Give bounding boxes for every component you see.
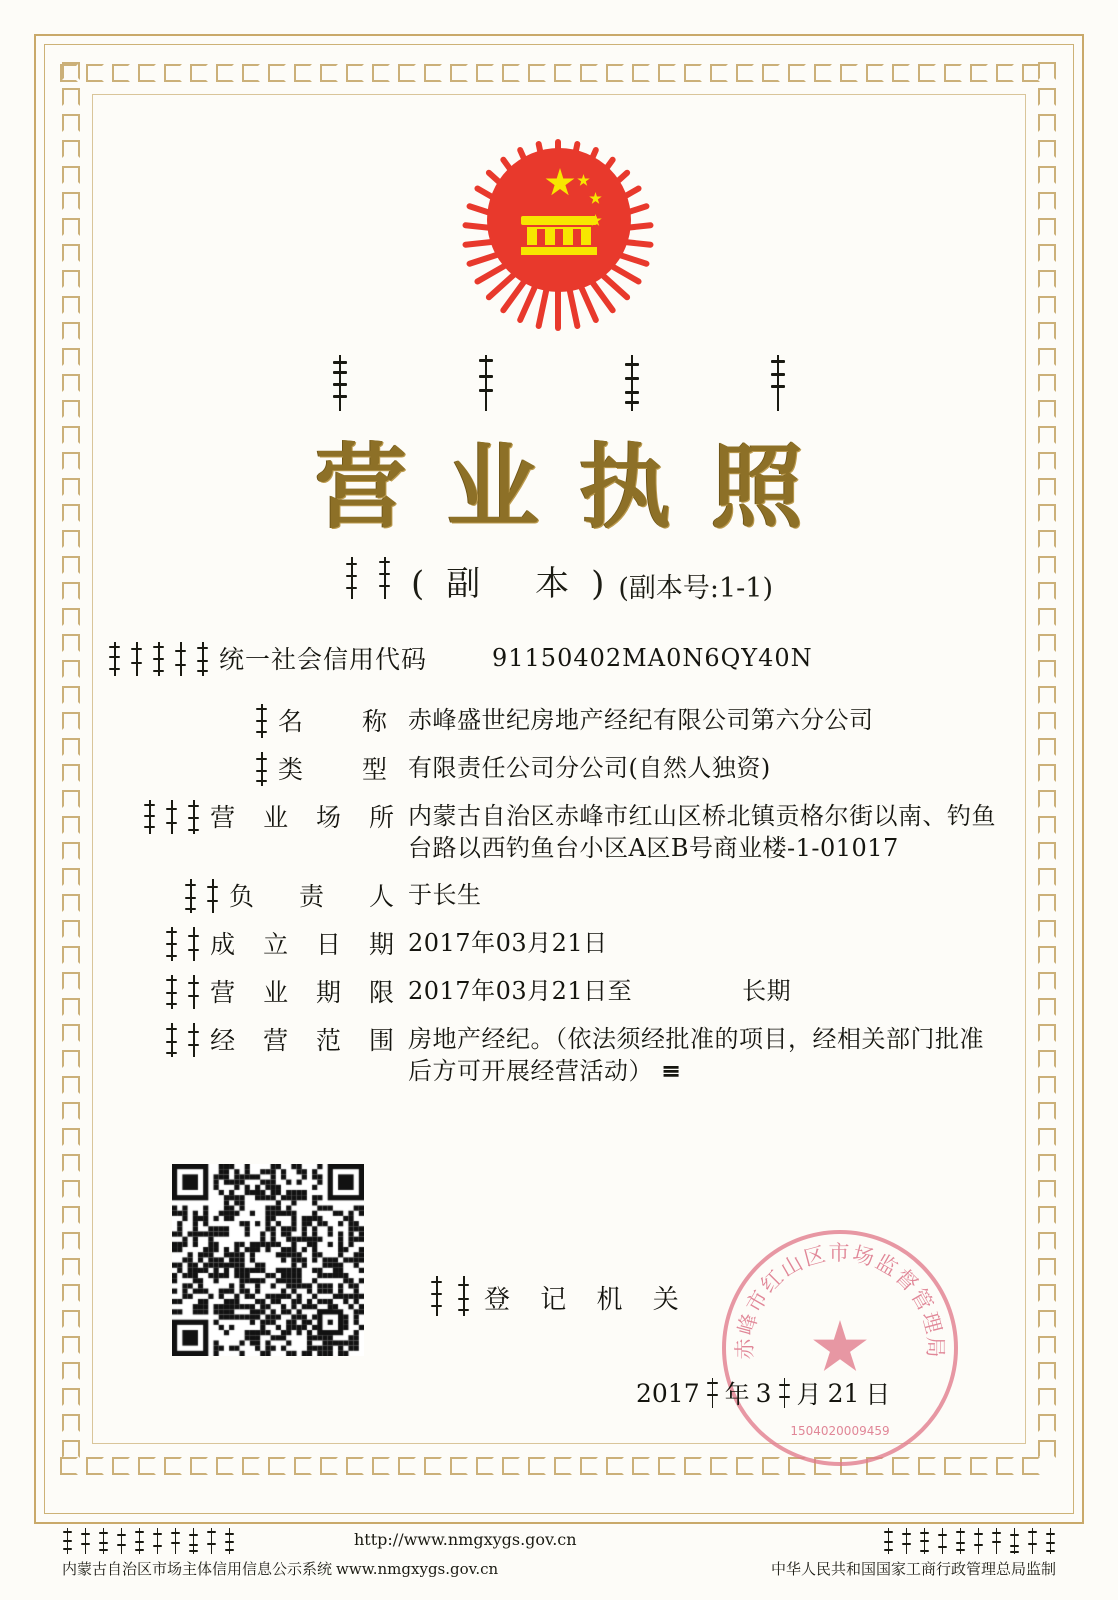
mongolian-glyph <box>80 1528 91 1554</box>
field-name <box>108 702 1008 738</box>
footer-right-text: 中华人民共和国国家工商行政管理总局监制 <box>770 1560 1056 1578</box>
mongolian-glyph <box>1027 1528 1038 1554</box>
mongolian-glyph <box>206 879 219 913</box>
qr-code <box>172 1164 364 1356</box>
mongolian-glyph <box>973 1528 984 1554</box>
registry-authority-label: 登 记 机 关 <box>484 1285 690 1315</box>
field-value-business-term <box>408 973 1008 1007</box>
mongolian-glyph <box>457 1276 470 1316</box>
svg-text:赤峰市红山区市场监督管理局: 赤峰市红山区市场监督管理局 <box>732 1241 948 1360</box>
mongolian-glyph <box>991 1528 1002 1554</box>
mongolian-glyph <box>332 355 348 411</box>
mongolian-glyph <box>883 1528 894 1554</box>
mongolian-glyph <box>478 355 494 411</box>
mongolian-glyph <box>937 1528 948 1554</box>
mongolian-glyph <box>901 1528 912 1554</box>
field-responsible-person <box>108 877 1008 913</box>
issue-day: 21 <box>827 1378 860 1408</box>
copy-number: (副本号:1-1) <box>618 573 773 604</box>
mongolian-glyph <box>62 1528 73 1554</box>
footer-right <box>771 1528 1056 1579</box>
seal-number: 1504020009459 <box>790 1424 890 1438</box>
mongolian-glyph <box>98 1528 109 1554</box>
field-value-type: 有限责任公司分公司(自然人独资) <box>408 754 771 782</box>
issue-month: 3 <box>755 1378 772 1408</box>
mongolian-glyph <box>108 642 121 676</box>
mongolian-glyph <box>170 1528 181 1554</box>
greek-key-border-right <box>1036 62 1058 1477</box>
mongolian-glyph <box>134 1528 145 1554</box>
mongolian-glyph <box>1045 1528 1056 1554</box>
mongolian-glyph <box>770 355 786 411</box>
field-label-credit-code: 统一社会信用代码 <box>219 645 428 674</box>
mongolian-glyph <box>430 1276 443 1316</box>
mongolian-glyph <box>196 642 209 676</box>
greek-key-border-left <box>60 62 82 1477</box>
mongolian-glyph <box>706 1378 719 1408</box>
field-label-type: 类 型 <box>277 755 404 784</box>
business-term-end: 长期 <box>742 976 792 1005</box>
mongolian-glyph <box>188 1528 199 1554</box>
field-label-business-scope: 经 营 范 围 <box>210 1025 404 1055</box>
issue-day-unit: 日 <box>865 1380 891 1409</box>
mongolian-glyph <box>165 1023 178 1057</box>
footer-left-url[interactable]: www.nmgxygs.gov.cn <box>336 1560 499 1578</box>
mongolian-glyph <box>624 355 640 411</box>
mongolian-glyph <box>165 975 178 1009</box>
field-label-responsible-person: 负 责 人 <box>228 881 404 911</box>
field-value-establish-date: 2017年03月21日 <box>408 928 608 957</box>
mongolian-glyph <box>955 1528 966 1554</box>
footer-left-text: 内蒙古自治区市场主体信用信息公示系统 <box>62 1560 333 1578</box>
footer-mongolian-right <box>771 1528 1056 1556</box>
mongolian-glyph <box>143 800 156 834</box>
field-value-business-scope: 房地产经纪。（依法须经批准的项目，经相关部门批准后方可开展经营活动） ≡ <box>408 1021 1008 1088</box>
mongolian-title-row <box>0 355 1118 411</box>
mongolian-glyph <box>224 1528 235 1554</box>
mongolian-glyph <box>165 927 178 961</box>
mongolian-glyph <box>919 1528 930 1554</box>
mongolian-glyph <box>255 704 268 738</box>
field-label-establish-date: 成 立 日 期 <box>210 929 404 959</box>
footer-mongolian-left <box>62 1528 498 1556</box>
mongolian-glyph <box>255 752 268 786</box>
greek-key-border-top <box>60 62 1058 84</box>
field-label-business-term: 营 业 期 限 <box>210 977 404 1007</box>
field-value-credit-code: 91150402MA0N6QY40N <box>492 644 813 672</box>
issue-month-unit: 月 <box>796 1380 822 1409</box>
field-establish-date <box>108 925 1008 961</box>
footer-url-top[interactable]: http://www.nmgxygs.gov.cn <box>354 1530 577 1549</box>
mongolian-glyph <box>152 1528 163 1554</box>
mongolian-glyph <box>130 642 143 676</box>
field-type <box>108 750 1008 786</box>
mongolian-glyph <box>187 1023 200 1057</box>
issue-year-unit: 年 <box>724 1380 750 1409</box>
mongolian-glyph <box>345 557 360 599</box>
scope-end-mark: ≡ <box>661 1056 682 1086</box>
footer <box>54 1528 1064 1592</box>
issue-date <box>636 1375 890 1411</box>
field-value-address: 内蒙古自治区赤峰市红山区桥北镇贡格尔街以南、钓鱼台路以西钓鱼台小区A区B号商业楼-1-01017 <box>408 802 996 863</box>
field-business-term <box>108 973 1008 1009</box>
national-emblem-icon <box>459 140 659 340</box>
mongolian-glyph <box>184 879 197 913</box>
mongolian-glyph <box>152 642 165 676</box>
mongolian-glyph <box>165 800 178 834</box>
issue-year: 2017 <box>636 1378 700 1408</box>
field-label-address: 营 业 场 所 <box>210 803 404 832</box>
subtitle-row <box>0 556 1118 605</box>
business-term-start: 2017年03月21日至 <box>408 976 633 1005</box>
registry-authority <box>430 1276 690 1316</box>
mongolian-glyph <box>778 1378 791 1408</box>
official-seal <box>722 1230 958 1466</box>
field-value-responsible-person: 于长生 <box>408 880 482 909</box>
footer-left <box>62 1528 498 1579</box>
mongolian-glyph <box>187 800 200 834</box>
page-title: 营业执照 <box>314 433 843 541</box>
mongolian-glyph <box>187 975 200 1009</box>
field-value-name: 赤峰盛世纪房地产经纪有限公司第六分公司 <box>408 706 874 734</box>
field-business-scope <box>108 1021 1008 1088</box>
mongolian-glyph <box>174 642 187 676</box>
field-credit-code <box>108 640 1008 676</box>
mongolian-glyph <box>378 557 393 599</box>
mongolian-glyph <box>187 927 200 961</box>
mongolian-glyph <box>116 1528 127 1554</box>
field-label-name: 名 称 <box>277 707 404 736</box>
mongolian-glyph <box>1009 1528 1020 1554</box>
field-address <box>108 798 1008 865</box>
subtitle-text: (副 本) <box>411 564 627 604</box>
mongolian-glyph <box>206 1528 217 1554</box>
license-fields <box>108 640 1008 1100</box>
